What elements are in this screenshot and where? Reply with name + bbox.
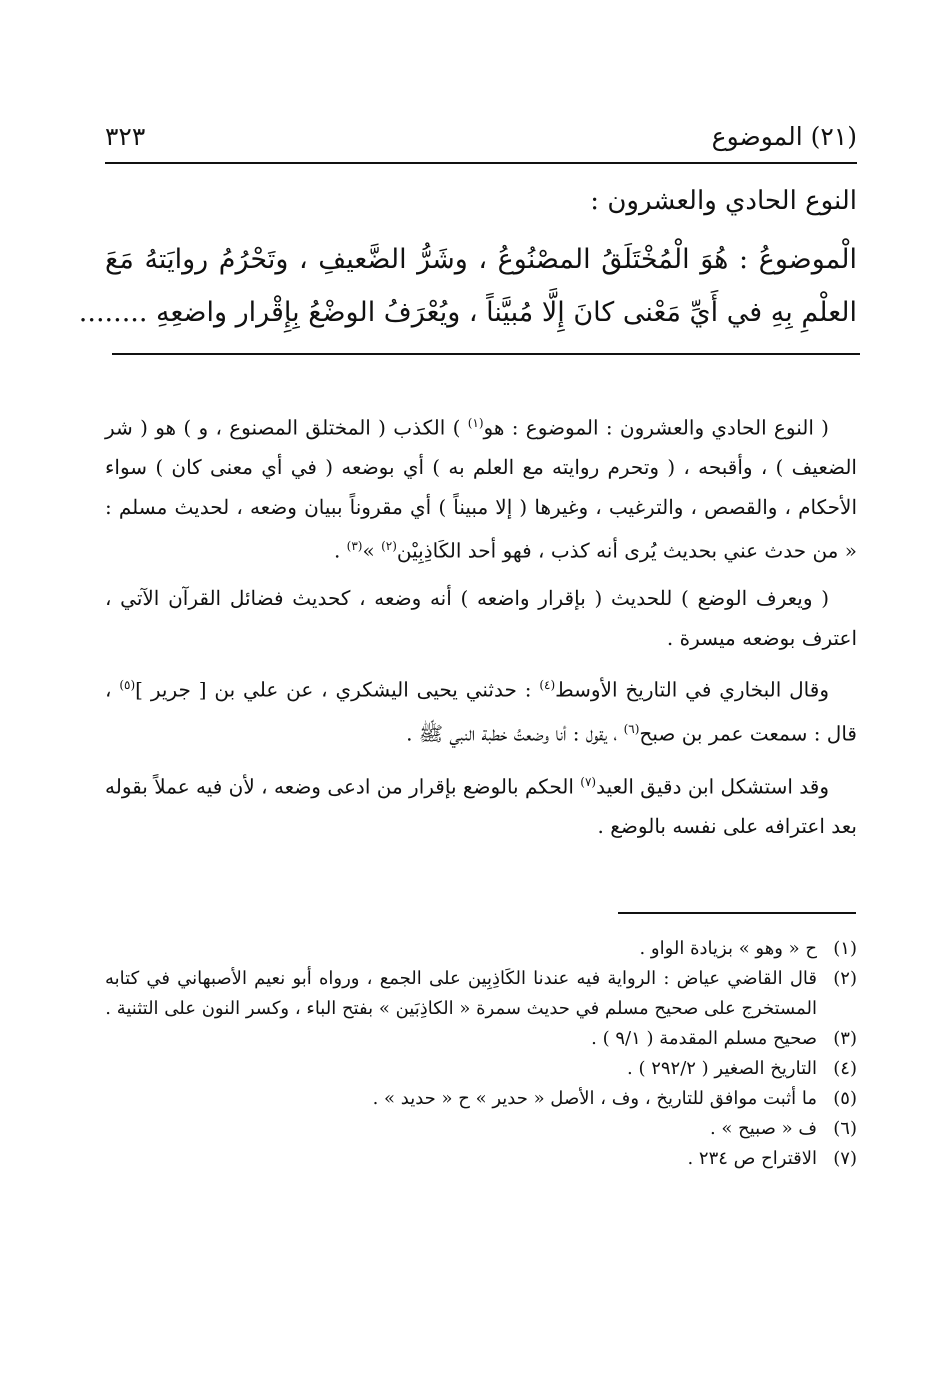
- text-run: : حدثني يحيى اليشكري ، عن علي بن [ جرير ]: [135, 677, 532, 702]
- text-run: الحكم بالوضع بإقرار من ادعى وضعه ، لأن فيه عملاً بقوله بعد اعترافه على نفسه بالوضع .: [105, 774, 857, 838]
- footnote-text: ح « وهو » بزيادة الواو .: [639, 938, 817, 959]
- matn-line: العلْمِ بِهِ في أَيِّ مَعْنى كانَ إِلَّا مُبيَّناً ، ويُعْرَفُ الوضْعُ بِإِقْرار واضعِهِ ........: [78, 297, 857, 328]
- footnote-ref: (٦): [623, 722, 640, 737]
- paragraph: [105, 666, 857, 754]
- footnote-ref: (٥): [119, 678, 136, 693]
- footnote-ref: (٧): [580, 774, 597, 789]
- footnote-number: (١): [833, 938, 857, 959]
- footnote: [105, 1024, 857, 1054]
- footnote-number: (٧): [833, 1148, 857, 1169]
- text-run: .: [333, 538, 341, 563]
- footnote: [105, 1114, 857, 1144]
- footnote: [105, 934, 857, 964]
- footnote-number: (٢): [833, 968, 857, 989]
- footnote: [105, 1084, 857, 1114]
- matn-line: الْموضوعُ : هُوَ الْمُخْتَلَقُ المصْنُوعُ ، وشَرُّ الضَّعيفِ ، وتَحْرُمُ روايَتهُ مَعَ: [105, 244, 857, 275]
- footnote-text: الاقتراح ص ٢٣٤ .: [687, 1148, 817, 1169]
- text-run: ، يقول : أنا وضعتُ خطبة النبي ﷺ .: [406, 722, 618, 747]
- text-run: وقد استشكل ابن دقيق العيد: [596, 774, 830, 799]
- footnote-number: (٣): [833, 1028, 857, 1049]
- footnote-ref: (٤): [539, 678, 556, 693]
- text-run: ، قال : سمعت عمر بن صبح: [105, 677, 857, 747]
- footnote-ref: (١): [467, 416, 484, 430]
- running-header: [105, 118, 857, 164]
- footnote-text: ما أثبت موافق للتاريخ ، وف ، الأصل « حدير » ح « حديد » .: [372, 1088, 817, 1109]
- footnote-divider: [618, 912, 856, 914]
- footnote-text: قال القاضي عياض : الرواية فيه عندنا الكَاذِبِين على الجمع ، ورواه أبو نعيم الأصبهاني في كتابه المستخرج على صحيح مسلم في حديث سمرة « الكاذِبَين » بفتح الباء ، وكسر النون على التثنية .: [105, 968, 817, 1019]
- text-run: وقال البخاري في التاريخ الأوسط: [555, 677, 829, 702]
- footnote-number: (٥): [833, 1088, 857, 1109]
- matn-heading: النوع الحادي والعشرون :: [590, 186, 857, 216]
- footnote-text: ف « صبيح » .: [709, 1118, 817, 1139]
- chapter-title: (٢١) الموضوع: [711, 122, 857, 151]
- footnote: [105, 1054, 857, 1084]
- text-run: ( النوع الحادي والعشرون : الموضوع : هو: [483, 415, 829, 440]
- footnote: [105, 964, 857, 1024]
- matn-divider: [112, 353, 860, 355]
- text-run: ) الكذب ( المختلق المصنوع ، و ) هو ( شر الضعيف ) ، وأقبحه ، ( وتحرم روايته مع العلم به ) أي بوضعه ( في أي معنى كان ) سواء الأحكام ، والقصص ، والترغيب ، وغيرها ( إلا مبيناً ) أي مقروناً ببيان وضعه ، لحديث مسلم : « من حدث عني بحديث يُرى أنه كذب ، فهو أحد الكَاذِبِيْن: [105, 415, 857, 563]
- paragraph: [105, 404, 857, 571]
- paragraph: [105, 763, 857, 847]
- footnote: [105, 1144, 857, 1174]
- footnotes: [105, 934, 857, 1174]
- text-run: »: [362, 538, 375, 563]
- footnote-ref: (٣): [346, 539, 363, 554]
- page-number: ٣٢٣: [105, 122, 146, 151]
- footnote-text: التاريخ الصغير ( ٢٩٢/٢ ) .: [627, 1058, 817, 1079]
- footnote-ref: (٢): [381, 539, 397, 554]
- footnote-number: (٤): [833, 1058, 857, 1079]
- paragraph: ( ويعرف الوضع ) للحديث ( بإقرار واضعه ) أنه وضعه ، كحديث فضائل القرآن الآتي ، اعترف بوضعه ميسرة .: [105, 586, 857, 650]
- footnote-text: صحيح مسلم المقدمة ( ٩/١ ) .: [591, 1028, 817, 1049]
- commentary-text: [105, 404, 857, 854]
- footnote-number: (٦): [833, 1118, 857, 1139]
